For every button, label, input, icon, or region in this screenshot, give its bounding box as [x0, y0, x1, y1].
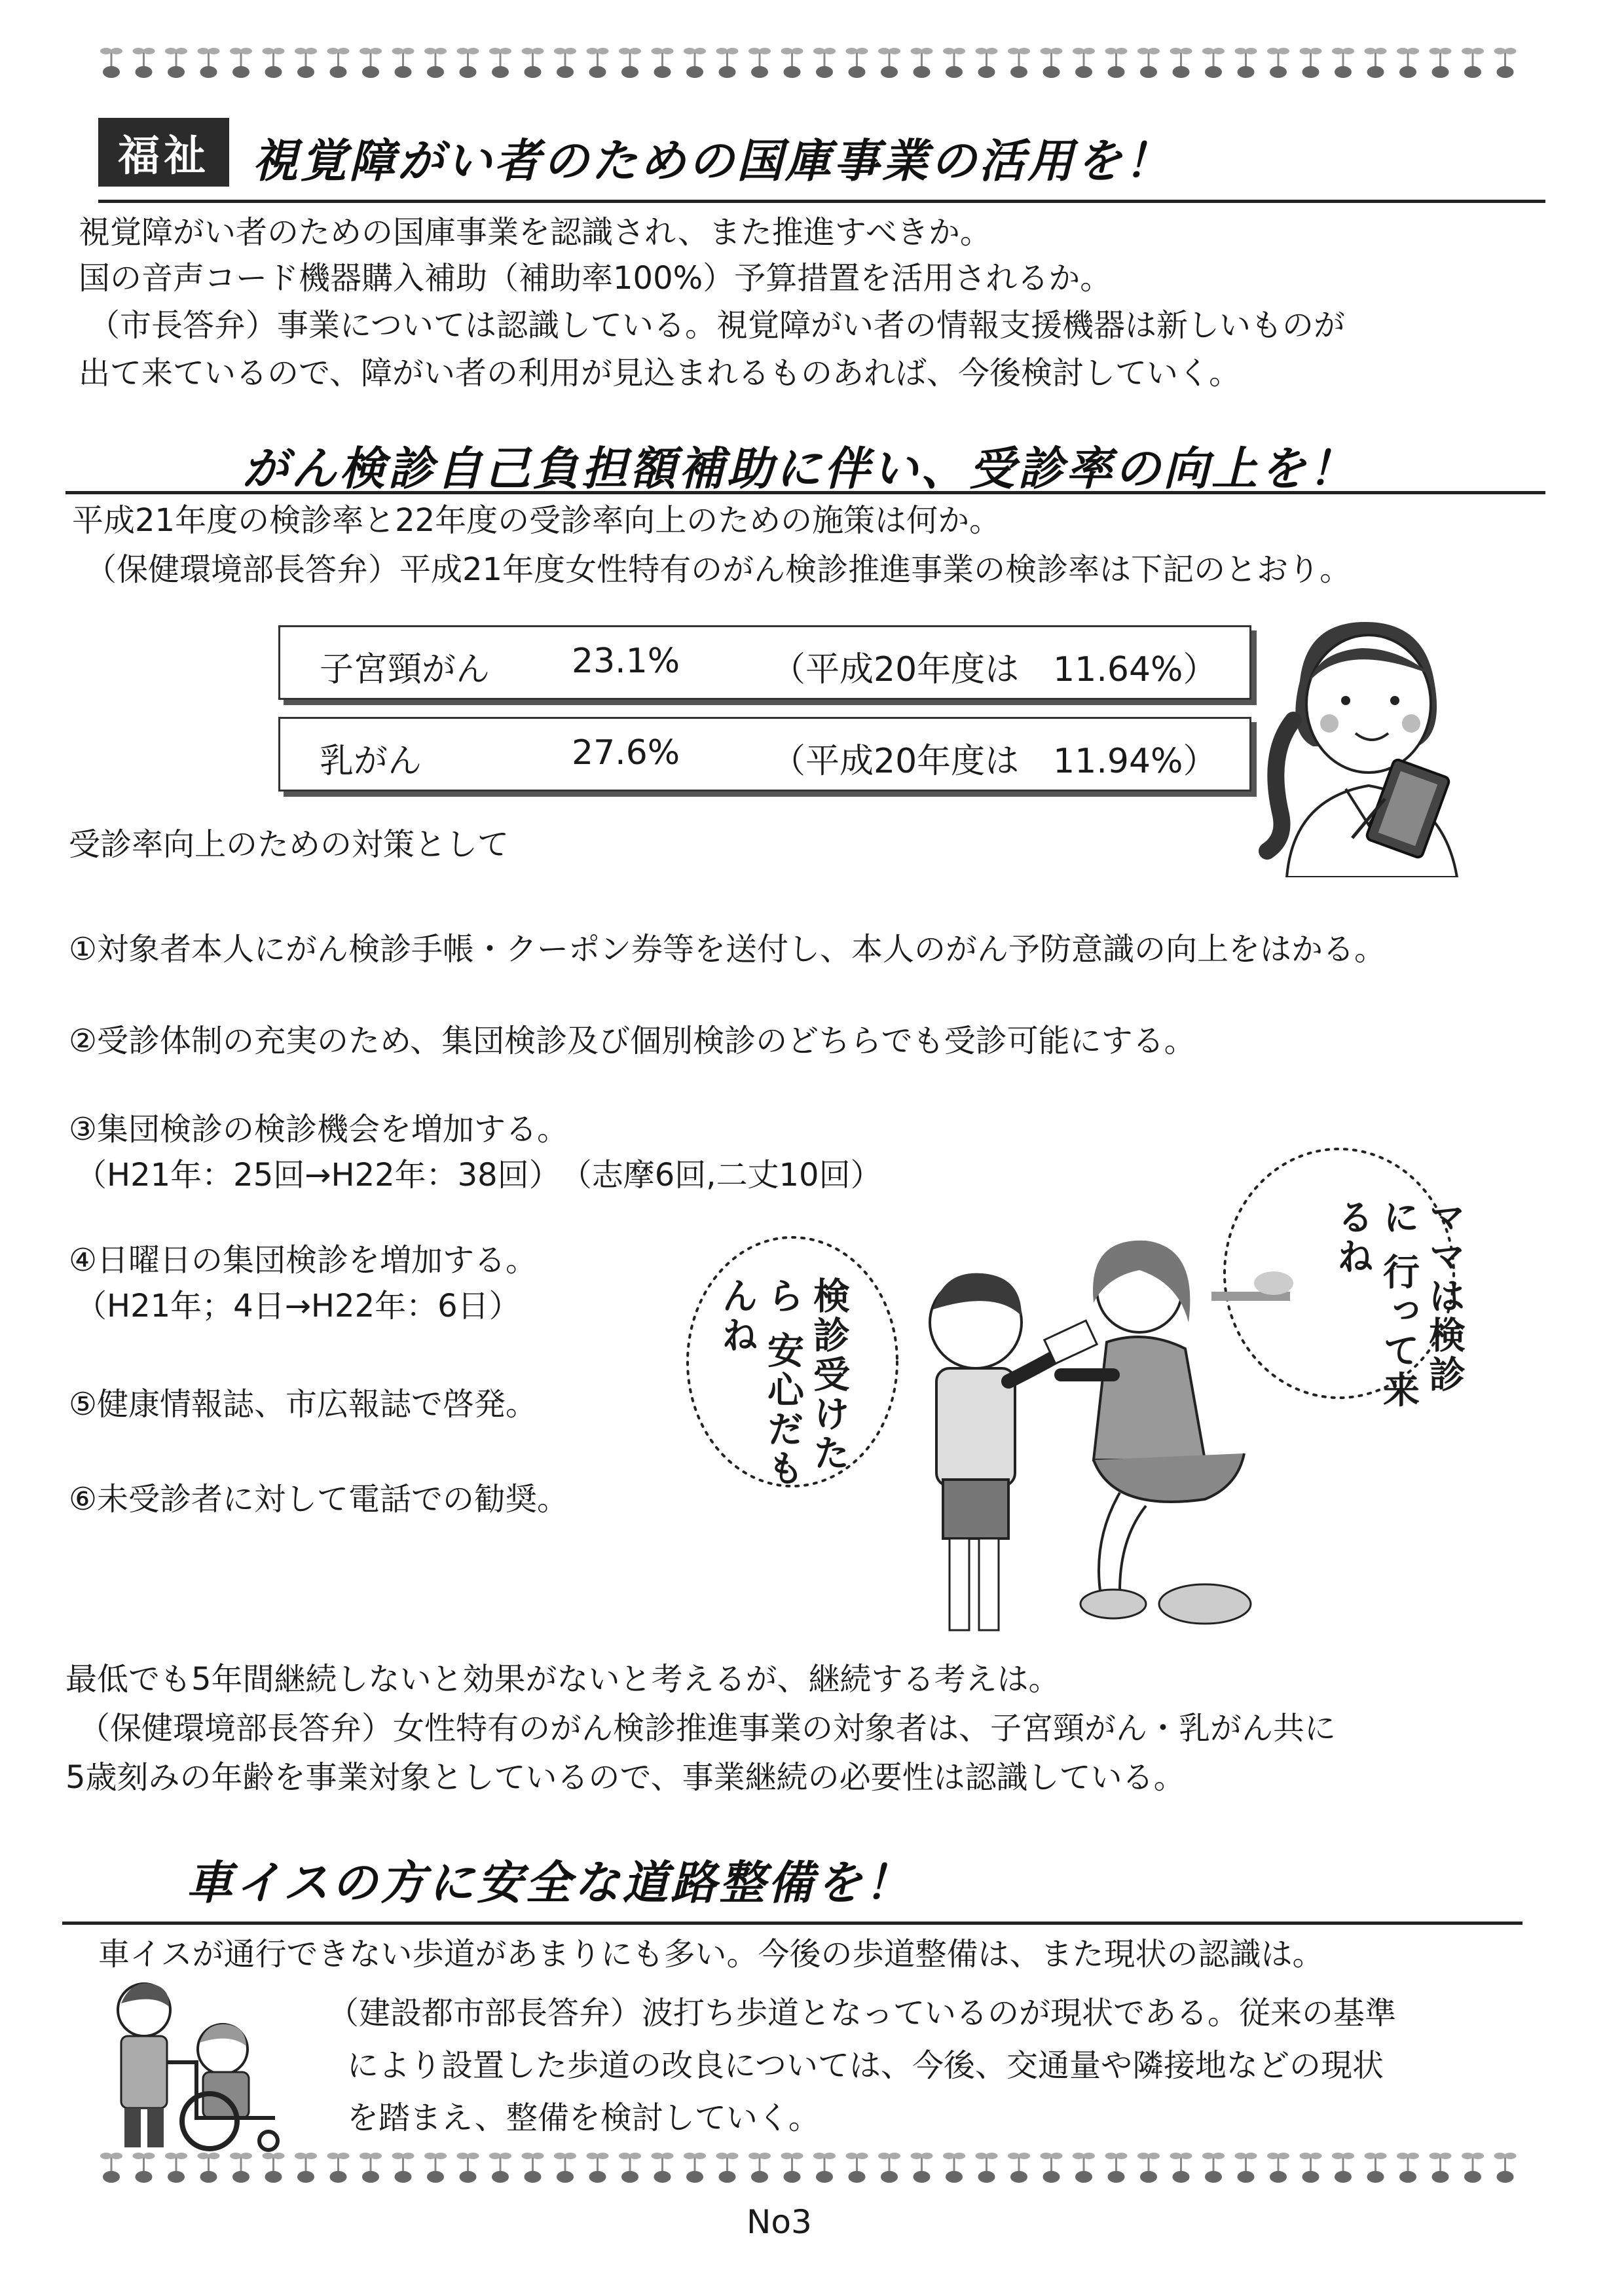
sprout-icon	[846, 2153, 868, 2183]
rate-prev: （平成20年度は 11.64%）	[771, 650, 1217, 689]
sprout-icon	[1494, 48, 1517, 78]
sprout-icon	[360, 48, 382, 78]
sprout-icon	[716, 48, 739, 78]
sprout-icon	[781, 48, 803, 78]
nurse-illustration	[1247, 602, 1483, 877]
sprout-icon	[943, 48, 965, 78]
rate-name: 子宮頸がん	[320, 650, 490, 689]
sprout-icon	[360, 2153, 382, 2183]
sprout-icon	[327, 48, 350, 78]
section1-question-1: 視覚障がい者のための国庫事業を認識され、また推進すべきか。	[79, 214, 991, 251]
section1-answer-2: 出て来ているので、障がい者の利用が見込まれるものあれば、今後検討していく。	[79, 355, 1241, 392]
sprout-icon	[911, 48, 933, 78]
sprout-icon	[1332, 2153, 1354, 2183]
sprout-icon	[1073, 48, 1095, 78]
sprout-icon	[554, 48, 576, 78]
wheelchair-illustration	[98, 1977, 295, 2154]
sprout-icon	[1137, 2153, 1160, 2183]
sprout-icon	[327, 2153, 350, 2183]
sprout-icon	[619, 48, 641, 78]
sprout-icon	[748, 2153, 771, 2183]
measure-2: ②受診体制の充実のため、集団検診及び個別検診のどちらでも受診可能にする。	[69, 1023, 1196, 1059]
sprout-icon	[846, 48, 868, 78]
sprout-icon	[424, 48, 447, 78]
sprout-icon	[165, 48, 187, 78]
rate-value: 27.6%	[572, 733, 680, 773]
sprout-icon	[1041, 48, 1063, 78]
sprout-icon	[392, 2153, 415, 2183]
section3-answer-2: により設置した歩道の改良については、今後、交通量や隣接地などの現状	[347, 2047, 1384, 2084]
sprout-icon	[554, 2153, 576, 2183]
top-sprout-border	[98, 33, 1532, 85]
sprout-icon	[1365, 2153, 1387, 2183]
continuation-answer-1: （保健環境部長答弁）女性特有のがん検診推進事業の対象者は、子宮頸がん・乳がん共に	[79, 1710, 1337, 1747]
sprout-icon	[198, 48, 220, 78]
child-speech-line-1: 検診受けたら	[762, 1277, 850, 1473]
sprout-icon	[1073, 2153, 1095, 2183]
sprout-icon	[1105, 48, 1128, 78]
sprout-icon	[489, 2153, 511, 2183]
section3-rule	[62, 1922, 1522, 1925]
sprout-icon	[424, 2153, 447, 2183]
section3-title: 車イスの方に安全な道路整備を！	[187, 1855, 913, 1910]
rate-value: 23.1%	[572, 642, 680, 681]
sprout-icon	[587, 48, 609, 78]
sprout-icon	[1494, 2153, 1517, 2183]
measure-1: ①対象者本人にがん検診手帳・クーポン券等を送付し、本人のがん予防意識の向上をはかる。	[69, 931, 1386, 968]
sprout-icon	[1397, 2153, 1419, 2183]
sprout-icon	[976, 48, 998, 78]
measure-3-detail: （H21年：25回→H22年：38回） （志摩6回,二丈10回）	[75, 1157, 882, 1194]
sprout-icon	[230, 2153, 252, 2183]
sprout-icon	[943, 2153, 965, 2183]
measure-3: ③集団検診の検診機会を増加する。	[69, 1111, 569, 1148]
sprout-icon	[976, 2153, 998, 2183]
sprout-icon	[263, 48, 285, 78]
continuation-question: 最低でも5年間継続しないと効果がないと考えるが、継続する考えは。	[65, 1661, 1060, 1698]
sprout-icon	[1332, 48, 1354, 78]
measure-4-detail: （H21年；4日→H22年：6日）	[75, 1288, 521, 1324]
sprout-icon	[1300, 2153, 1322, 2183]
sprout-icon	[1170, 2153, 1192, 2183]
measure-4: ④日曜日の集団検診を増加する。	[69, 1242, 538, 1279]
sprout-icon	[392, 48, 415, 78]
child-speech-text	[714, 1277, 851, 1493]
sprout-icon	[1462, 48, 1484, 78]
sprout-icon	[100, 48, 122, 78]
sprout-icon	[911, 2153, 933, 2183]
sprout-icon	[1267, 2153, 1289, 2183]
sprout-icon	[781, 2153, 803, 2183]
sprout-icon	[522, 2153, 544, 2183]
section2-question: 平成21年度の検診率と22年度の受診率向上のための施策は何か。	[72, 502, 1001, 539]
section3-answer-1: （建設都市部長答弁）波打ち歩道となっているのが現状である。従来の基準	[327, 1995, 1397, 2032]
sprout-icon	[457, 48, 479, 78]
rate-box-breast	[278, 717, 1251, 792]
measure-6: ⑥未受診者に対して電話での勧奨。	[69, 1481, 569, 1518]
sprout-icon	[263, 2153, 285, 2183]
mother-child-illustration	[897, 1211, 1303, 1643]
rate-name: 乳がん	[320, 742, 422, 781]
sprout-icon	[1137, 48, 1160, 78]
continuation-answer-2: 5歳刻みの年齢を事業対象としているので、事業継続の必要性は認識している。	[65, 1759, 1185, 1796]
sprout-icon	[619, 2153, 641, 2183]
sprout-icon	[813, 48, 836, 78]
sprout-icon	[1267, 48, 1289, 78]
sprout-icon	[748, 48, 771, 78]
mother-speech-line-1: ママは検診に	[1377, 1198, 1466, 1394]
measures-intro: 受診率向上のための対策として	[69, 826, 509, 863]
child-speech-line-2: 安心だもんね	[716, 1277, 804, 1489]
sprout-icon	[1202, 48, 1225, 78]
sprout-icon	[1041, 2153, 1063, 2183]
sprout-icon	[1235, 2153, 1257, 2183]
sprout-icon	[522, 48, 544, 78]
sprout-icon	[295, 48, 317, 78]
sprout-icon	[295, 2153, 317, 2183]
sprout-icon	[878, 2153, 900, 2183]
sprout-icon	[1462, 2153, 1484, 2183]
sprout-icon	[652, 2153, 674, 2183]
sprout-icon	[813, 2153, 836, 2183]
sprout-icon	[878, 48, 900, 78]
sprout-icon	[489, 48, 511, 78]
sprout-icon	[230, 48, 252, 78]
sprout-icon	[133, 48, 155, 78]
sprout-icon	[1365, 48, 1387, 78]
rate-prev: （平成20年度は 11.94%）	[771, 742, 1217, 781]
section1-title: 視覚障がい者のための国庫事業の活用を！	[252, 134, 1173, 188]
sprout-icon	[587, 2153, 609, 2183]
page-number: No3	[747, 2203, 812, 2241]
welfare-tag: 福祉	[98, 118, 229, 187]
sprout-icon	[1430, 2153, 1452, 2183]
section1-rule	[98, 200, 1545, 203]
section1-question-2: 国の音声コード機器購入補助（補助率100%）予算措置を活用されるか。	[79, 260, 1112, 297]
rate-box-cervical	[278, 625, 1251, 700]
section3-question: 車イスが通行できない歩道があまりにも多い。今後の歩道整備は、また現状の認識は。	[98, 1936, 1324, 1973]
section1-answer-1: （市長答弁）事業については認識している。視覚障がい者の情報支援機器は新しいものが	[88, 307, 1346, 344]
sprout-icon	[100, 2153, 122, 2183]
sprout-icon	[1397, 48, 1419, 78]
sprout-icon	[457, 2153, 479, 2183]
sprout-icon	[1235, 48, 1257, 78]
sprout-icon	[1300, 48, 1322, 78]
mother-speech-line-2: 行って来るね	[1331, 1198, 1420, 1410]
mother-speech-text	[1329, 1198, 1467, 1414]
sprout-icon	[1008, 48, 1030, 78]
sprout-icon	[684, 2153, 706, 2183]
bottom-sprout-border	[98, 2138, 1532, 2190]
section3-answer-3: を踏まえ、整備を検討していく。	[347, 2100, 820, 2136]
sprout-icon	[1202, 2153, 1225, 2183]
section2-rule	[65, 491, 1545, 494]
sprout-icon	[165, 2153, 187, 2183]
sprout-icon	[684, 48, 706, 78]
sprout-icon	[652, 48, 674, 78]
sprout-icon	[1170, 48, 1192, 78]
sprout-icon	[1430, 48, 1452, 78]
sprout-icon	[1105, 2153, 1128, 2183]
measure-5: ⑤健康情報誌、市広報誌で啓発。	[69, 1386, 538, 1423]
section2-answer: （保健環境部長答弁）平成21年度女性特有のがん検診推進事業の検診率は下記のとおり。	[85, 551, 1352, 588]
sprout-icon	[716, 2153, 739, 2183]
sprout-icon	[133, 2153, 155, 2183]
sprout-icon	[198, 2153, 220, 2183]
section2-title: がん検診自己負担額補助に伴い、受診率の向上を！	[242, 441, 1357, 496]
sprout-icon	[1008, 2153, 1030, 2183]
